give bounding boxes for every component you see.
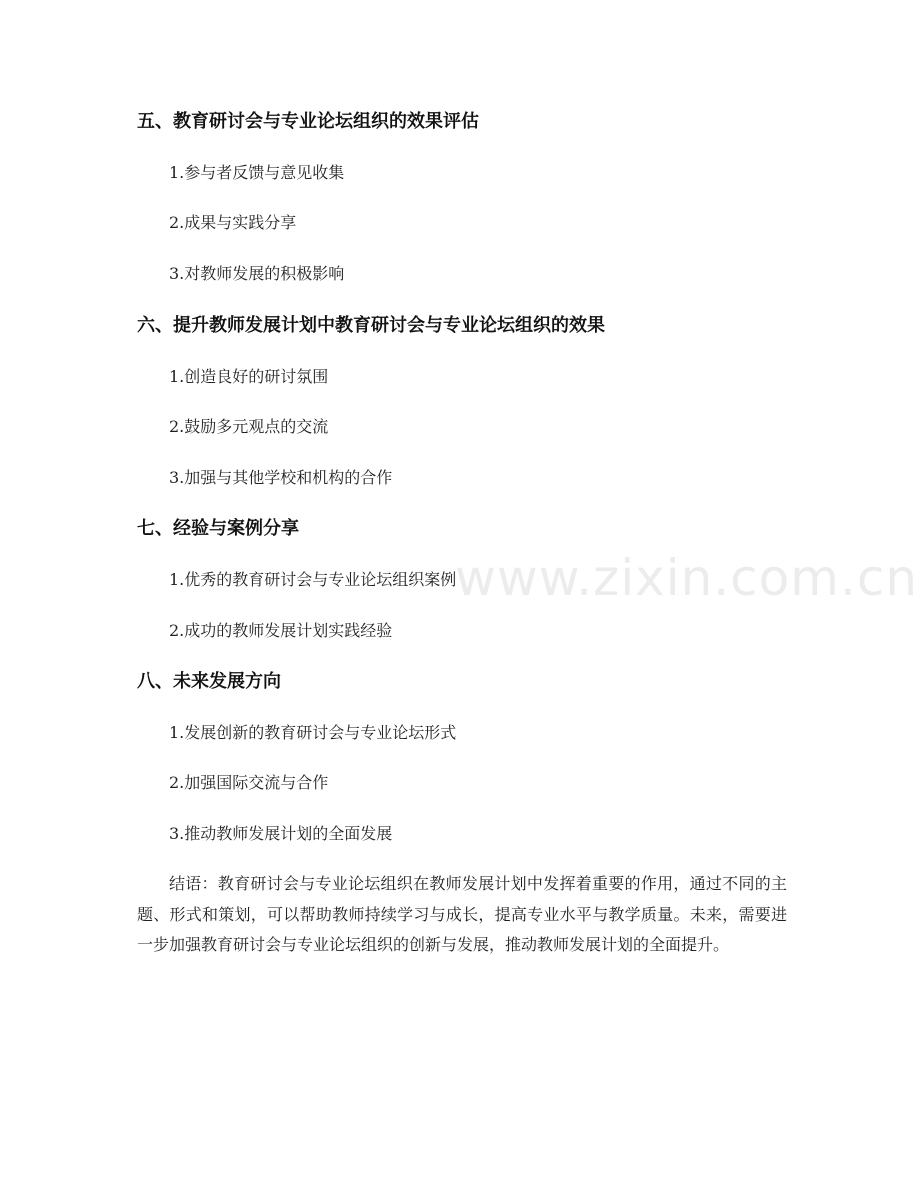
watermark-text: www.zixin.com.cn <box>455 549 919 607</box>
section-heading-8: 八、未来发展方向 <box>137 671 281 692</box>
list-item: 2.加强国际交流与合作 <box>169 773 329 792</box>
list-item: 2.成功的教师发展计划实践经验 <box>169 621 393 640</box>
list-item: 1.创造良好的研讨氛围 <box>169 367 329 386</box>
section-heading-7: 七、经验与案例分享 <box>137 518 299 539</box>
list-item: 1.优秀的教育研讨会与专业论坛组织案例 <box>169 570 457 589</box>
list-item: 2.成果与实践分享 <box>169 213 297 232</box>
list-item: 3.加强与其他学校和机构的合作 <box>169 468 393 487</box>
conclusion-paragraph: 结语：教育研讨会与专业论坛组织在教师发展计划中发挥着重要的作用，通过不同的主题、形式和策划，可以帮助教师持续学习与成长，提高专业水平与教学质量。未来，需要进一步加强教育研讨会与专业论坛组织的创新与发展，推动教师发展计划的全面提升。 <box>137 874 787 954</box>
section-heading-6: 六、提升教师发展计划中教育研讨会与专业论坛组织的效果 <box>137 315 605 336</box>
list-item: 3.对教师发展的积极影响 <box>169 264 345 283</box>
list-item: 1.参与者反馈与意见收集 <box>169 163 345 182</box>
section-heading-5: 五、教育研讨会与专业论坛组织的效果评估 <box>137 111 479 132</box>
list-item: 1.发展创新的教育研讨会与专业论坛形式 <box>169 723 457 742</box>
list-item: 2.鼓励多元观点的交流 <box>169 417 329 436</box>
list-item: 3.推动教师发展计划的全面发展 <box>169 824 393 843</box>
